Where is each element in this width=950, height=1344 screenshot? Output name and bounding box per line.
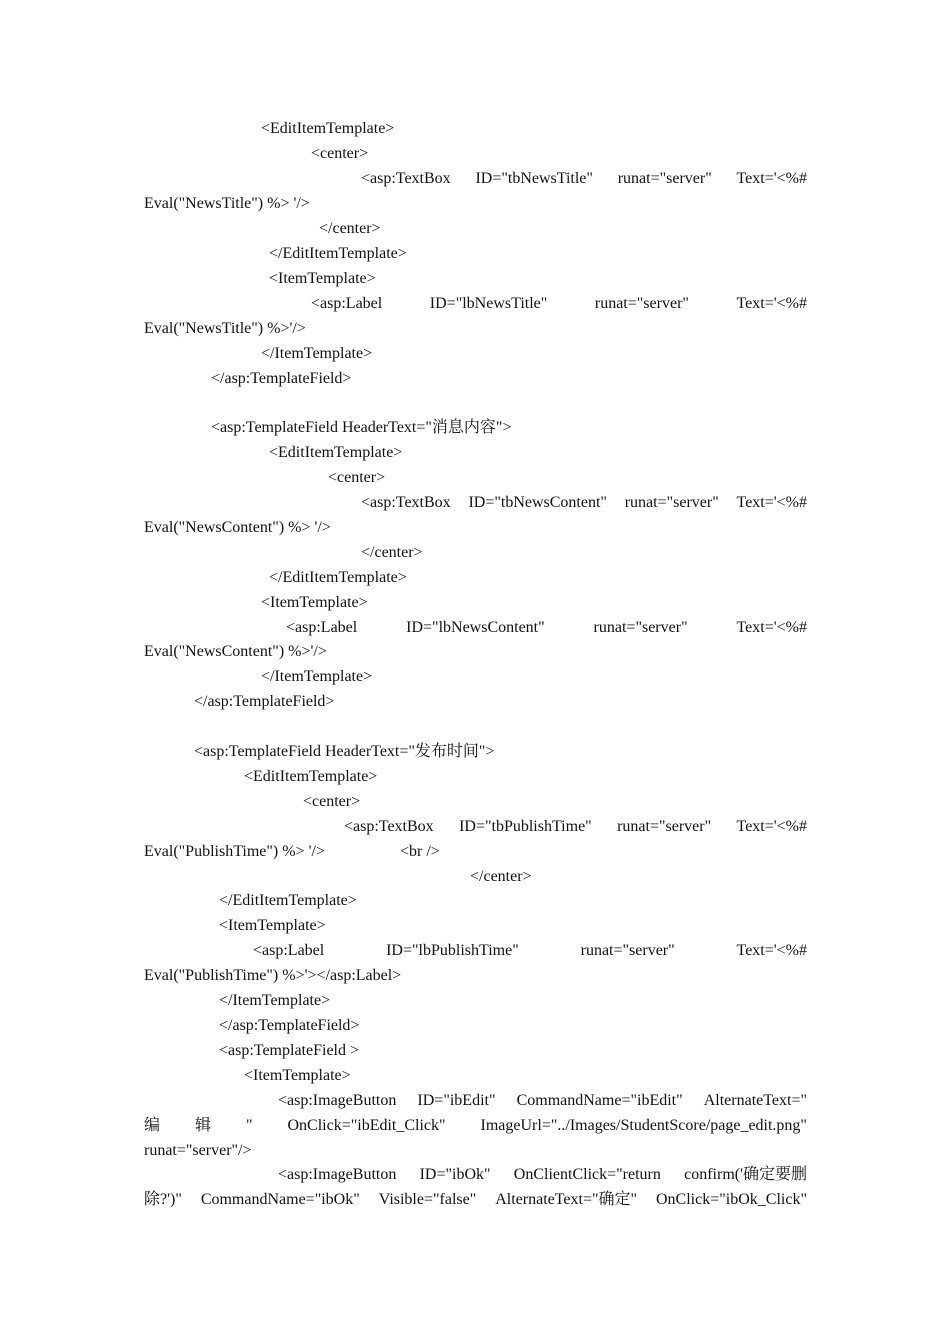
code-line: </ItemTemplate>: [219, 992, 331, 1009]
code-token: <asp:ImageButton: [278, 1092, 397, 1109]
code-line: <EditItemTemplate>: [261, 120, 395, 137]
code-line: [361, 169, 807, 189]
code-token: ": [245, 1117, 253, 1134]
code-line: [253, 941, 807, 961]
code-token: runat="server": [617, 818, 712, 835]
code-token: ID="tbPublishTime": [459, 818, 592, 835]
code-line: [286, 618, 807, 638]
code-token: <asp:Label: [311, 295, 383, 312]
code-line: </EditItemTemplate>: [269, 569, 407, 586]
code-token: <asp:TextBox: [361, 494, 451, 511]
code-token: CommandName="ibOk": [200, 1191, 360, 1208]
code-token: ID="ibOk": [419, 1166, 491, 1183]
code-token: confirm('确定要删: [684, 1166, 807, 1183]
code-line: <asp:TemplateField HeaderText="消息内容">: [211, 419, 512, 436]
code-token: AlternateText="确定": [495, 1191, 638, 1208]
code-token: <asp:Label: [253, 942, 325, 959]
code-token: runat="server": [593, 619, 688, 636]
code-token: OnClick="ibEdit_Click": [287, 1117, 446, 1134]
code-token: Text='<%#: [736, 170, 807, 187]
code-line: [278, 1165, 807, 1185]
code-line: [344, 817, 807, 837]
code-token: ID="lbNewsTitle": [429, 295, 548, 312]
code-token: Text='<%#: [736, 494, 807, 511]
code-line: </EditItemTemplate>: [269, 245, 407, 262]
code-line: <EditItemTemplate>: [269, 444, 403, 461]
code-token: runat="server": [580, 942, 675, 959]
code-token: <asp:Label: [286, 619, 358, 636]
code-token: Text='<%#: [736, 619, 807, 636]
code-token: runat="server": [617, 170, 712, 187]
code-line: [311, 294, 807, 314]
code-token: ID="tbNewsTitle": [475, 170, 593, 187]
code-token: ID="lbPublishTime": [386, 942, 519, 959]
code-token: Text='<%#: [736, 818, 807, 835]
code-line: [361, 493, 807, 513]
code-token: CommandName="ibEdit": [516, 1092, 683, 1109]
code-token: <asp:TextBox: [361, 170, 451, 187]
code-line: </center>: [319, 220, 381, 237]
code-line: </asp:TemplateField>: [194, 693, 335, 710]
code-line: <asp:TemplateField HeaderText="发布时间">: [194, 743, 495, 760]
code-token: 除?')": [144, 1191, 182, 1208]
code-line: Eval("PublishTime") %> '/>: [144, 843, 325, 860]
code-token: ID="tbNewsContent": [468, 494, 607, 511]
code-token: ID="ibEdit": [417, 1092, 496, 1109]
code-line: runat="server"/>: [144, 1142, 252, 1159]
code-line: <br />: [400, 843, 440, 860]
code-token: ImageUrl="../Images/StudentScore/page_edit.png": [480, 1117, 807, 1134]
code-token: 编: [144, 1117, 161, 1134]
code-token: OnClientClick="return: [513, 1166, 661, 1183]
code-token: Text='<%#: [736, 295, 807, 312]
code-line: <center>: [303, 793, 361, 810]
code-token: <asp:TextBox: [344, 818, 434, 835]
code-line: <center>: [311, 145, 369, 162]
code-token: AlternateText=": [703, 1092, 807, 1109]
code-line: </center>: [470, 868, 532, 885]
code-line: <EditItemTemplate>: [244, 768, 378, 785]
code-line: </EditItemTemplate>: [219, 892, 357, 909]
code-line: [278, 1091, 807, 1111]
code-token: runat="server": [624, 494, 719, 511]
code-line: [144, 1116, 807, 1136]
code-line: Eval("NewsTitle") %> '/>: [144, 195, 310, 212]
code-line: Eval("NewsContent") %>'/>: [144, 643, 327, 660]
code-line: </asp:TemplateField>: [219, 1017, 360, 1034]
code-token: OnClick="ibOk_Click": [656, 1191, 807, 1208]
code-line: <center>: [328, 469, 386, 486]
code-token: runat="server": [594, 295, 689, 312]
code-line: </ItemTemplate>: [261, 668, 373, 685]
code-line: <ItemTemplate>: [269, 270, 376, 287]
code-line: </asp:TemplateField>: [211, 370, 352, 387]
code-line: [144, 1190, 807, 1210]
code-token: ID="lbNewsContent": [406, 619, 545, 636]
code-token: Text='<%#: [736, 942, 807, 959]
code-line: <ItemTemplate>: [244, 1067, 351, 1084]
code-line: Eval("NewsContent") %> '/>: [144, 519, 331, 536]
code-line: <asp:TemplateField >: [219, 1042, 360, 1059]
code-token: 辑: [194, 1117, 211, 1134]
code-line: <ItemTemplate>: [261, 594, 368, 611]
code-token: <asp:ImageButton: [278, 1166, 397, 1183]
code-line: </ItemTemplate>: [261, 345, 373, 362]
code-line: <ItemTemplate>: [219, 917, 326, 934]
code-line: Eval("NewsTitle") %>'/>: [144, 320, 306, 337]
code-line: </center>: [361, 544, 423, 561]
code-line: Eval("PublishTime") %>'></asp:Label>: [144, 967, 402, 984]
code-token: Visible="false": [378, 1191, 477, 1208]
